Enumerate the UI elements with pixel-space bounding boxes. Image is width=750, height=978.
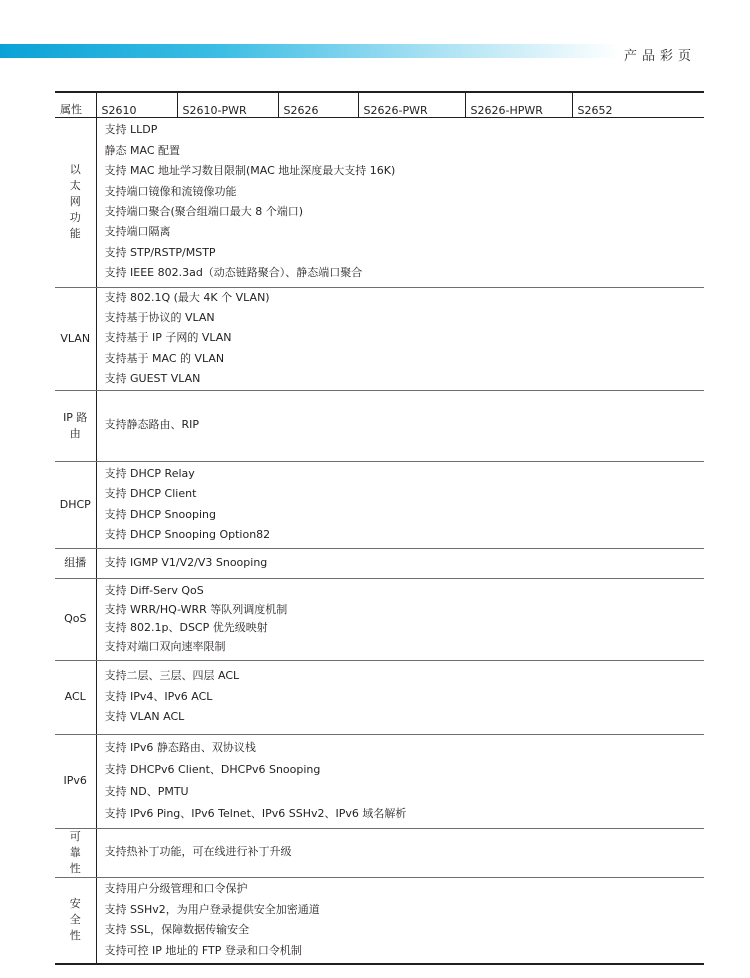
feature-item: 支持对端口双向速率限制 — [104, 639, 226, 653]
attribute-cell: DHCP — [55, 461, 96, 548]
feature-item: 支持二层、三层、四层 ACL — [104, 669, 240, 683]
feature-item: 支持 IEEE 802.3ad（动态链路聚合）、静态端口聚合 — [104, 266, 363, 280]
attribute-cell: ACL — [55, 660, 96, 734]
feature-item: 支持基于 IP 子网的 VLAN — [104, 331, 232, 345]
feature-list — [96, 660, 704, 734]
attribute-cell: 可靠性 — [55, 828, 96, 877]
table-row — [55, 548, 704, 578]
feature-list — [96, 461, 704, 548]
column-header: 属性 — [55, 92, 96, 117]
column-header: S2610 — [96, 92, 177, 117]
feature-item: 静态 MAC 配置 — [104, 143, 180, 157]
feature-item: 支持 STP/RSTP/MSTP — [104, 245, 216, 259]
feature-list — [96, 877, 704, 964]
table-row — [55, 390, 704, 461]
feature-item: 支持 VLAN ACL — [104, 710, 185, 724]
feature-item: 支持热补丁功能，可在线进行补丁升级 — [104, 845, 292, 859]
feature-item: 支持 Diff-Serv QoS — [104, 584, 204, 598]
feature-list — [96, 828, 704, 877]
feature-list — [96, 287, 704, 390]
feature-item: 支持 802.1p、DSCP 优先级映射 — [104, 621, 268, 635]
feature-item: 支持基于 MAC 的 VLAN — [104, 351, 225, 365]
feature-list — [96, 117, 704, 287]
table-row — [55, 287, 704, 390]
feature-item: 支持端口隔离 — [104, 225, 171, 239]
feature-item: 支持 DHCP Snooping — [104, 507, 216, 521]
spec-table — [55, 91, 704, 965]
feature-item: 支持 ND、PMTU — [104, 785, 189, 799]
feature-item: 支持 MAC 地址学习数目限制(MAC 地址深度最大支持 16K) — [104, 164, 396, 178]
column-header: S2610-PWR — [177, 92, 278, 117]
table-row — [55, 828, 704, 877]
feature-item: 支持静态路由、RIP — [104, 418, 200, 432]
feature-item: 支持端口聚合(聚合组端口最大 8 个端口) — [104, 205, 304, 218]
table-row — [55, 877, 704, 964]
column-header: S2652 — [572, 92, 704, 117]
column-header: S2626-HPWR — [465, 92, 572, 117]
table-row — [55, 734, 704, 828]
feature-list — [96, 734, 704, 828]
attribute-cell: VLAN — [55, 287, 96, 390]
attribute-cell: 安全性 — [55, 877, 96, 964]
feature-item: 支持 SSHv2，为用户登录提供安全加密通道 — [104, 902, 320, 916]
attribute-cell: 以太网功能 — [55, 117, 96, 287]
feature-item: 支持 DHCP Client — [104, 487, 197, 501]
feature-item: 支持 DHCPv6 Client、DHCPv6 Snooping — [104, 763, 321, 777]
header-color-bar — [0, 44, 620, 58]
attribute-cell: IPv6 — [55, 734, 96, 828]
column-header: S2626-PWR — [358, 92, 465, 117]
feature-item: 支持 IPv6 静态路由、双协议栈 — [104, 741, 256, 755]
feature-item: 支持 IGMP V1/V2/V3 Snooping — [104, 555, 268, 569]
feature-item: 支持 SSL，保障数据传输安全 — [104, 923, 250, 937]
feature-item: 支持 GUEST VLAN — [104, 372, 201, 386]
feature-item: 支持 DHCP Relay — [104, 466, 195, 480]
feature-item: 支持 802.1Q (最大 4K 个 VLAN) — [104, 290, 270, 304]
column-header: S2626 — [278, 92, 358, 117]
table-header-row — [55, 92, 704, 117]
feature-list — [96, 578, 704, 660]
page-header-title: 产品彩页 — [624, 49, 697, 64]
feature-item: 支持 IPv6 Ping、IPv6 Telnet、IPv6 SSHv2、IPv6 域名解析 — [104, 807, 407, 821]
feature-list — [96, 548, 704, 578]
feature-list — [96, 390, 704, 461]
attribute-cell: QoS — [55, 578, 96, 660]
table-row — [55, 117, 704, 287]
attribute-cell: IP 路由 — [55, 390, 96, 461]
table-row — [55, 578, 704, 660]
feature-item: 支持 DHCP Snooping Option82 — [104, 528, 271, 542]
feature-item: 支持 LLDP — [104, 123, 158, 137]
table-row — [55, 660, 704, 734]
attribute-cell: 组播 — [55, 548, 96, 578]
feature-item: 支持端口镜像和流镜像功能 — [104, 184, 237, 198]
feature-item: 支持基于协议的 VLAN — [104, 310, 215, 324]
table-row — [55, 461, 704, 548]
feature-item: 支持可控 IP 地址的 FTP 登录和口令机制 — [104, 943, 302, 957]
feature-item: 支持 WRR/HQ-WRR 等队列调度机制 — [104, 602, 288, 616]
feature-item: 支持用户分级管理和口令保护 — [104, 882, 248, 896]
feature-item: 支持 IPv4、IPv6 ACL — [104, 689, 213, 703]
